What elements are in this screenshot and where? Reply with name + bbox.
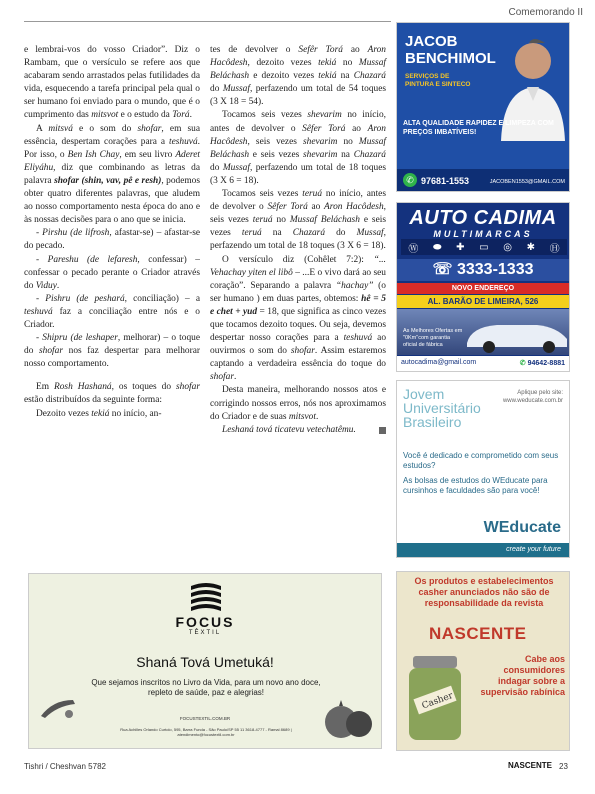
ad-cadima-phone-number: 3333-1333 — [456, 261, 534, 278]
chevrolet-logo-icon: ✚ — [456, 241, 465, 253]
ad-weducate-title-line1: Jovem — [403, 386, 445, 402]
ad-jacob-name-line1: JACOB — [405, 33, 458, 50]
ad-cadima-title: AUTO CADIMA — [409, 207, 557, 229]
ad-jacob-contact-bar — [397, 169, 569, 191]
svg-text:Casher: Casher — [420, 690, 455, 712]
ad-weducate — [396, 380, 570, 558]
paragraph: - Pareshu (de lefaresh, confessar) – confessar o pecado perante o Criador através do Viduy. — [24, 254, 200, 291]
focus-message: Que sejamos inscritos no Livro da Vida, para um novo ano doce, repleto de saúde, paz e alegrias! — [91, 678, 321, 697]
ad-cadima-address-label: NOVO ENDEREÇO — [397, 283, 569, 294]
paragraph: O versículo diz (Cohêlet 7:2): “... Vehachay yiten el libô – ...E o vivo dará ao seu coração”. Separando a palavra “hachay” (o ser humano ) em duas partes, obtemos: hê = 5 e chet + yud = 18, que significa as cinco vezes que tocamos dezoito toques. Ou seja, devemos despertar nosso corações para a teshuvá ao ouvirmos o som do shofar. Assim estaremos captando a verdadeira essência do toque do shofar. — [210, 254, 387, 383]
ad-weducate-title-line2: Universitário — [403, 400, 481, 416]
ad-jacob-slogan: ALTA QUALIDADE RAPIDEZ E LIMPEZA COM PREÇOS IMBATÍVEIS! — [403, 120, 554, 136]
ad-weducate-question: Você é dedicado e comprometido com seus estudos? — [403, 451, 559, 470]
paragraph: - Shipru (de leshaper, melhorar) – o toque do shofar nos faz despertar para melhorar nosso comportamento. — [24, 333, 201, 370]
whatsapp-icon: ✆ — [403, 173, 417, 187]
ad-weducate-tagline: create your future — [397, 543, 569, 557]
vw-logo-icon: Ⓦ — [408, 243, 419, 255]
fiat-logo-icon: ▭ — [479, 241, 489, 253]
ad-jacob-services-line1: SERVIÇOS DE — [405, 73, 450, 80]
mercedes-logo-icon: ✱ — [526, 241, 536, 253]
toyota-logo-icon: ◎ — [503, 241, 512, 253]
ad-auto-cadima — [396, 202, 570, 372]
ad-jacob-name-line2: BENCHIMOL — [405, 50, 496, 67]
ad-cadima-contact-bar — [397, 356, 569, 371]
paragraph: Tocamos seis vezes teruá no início, antes de devolver o Sêfer Torá ao Aron Hacôdesh, seis vezes teruá no Mussaf Beláchash e seis vezes teruá na Chazará do Mussaf, perfazendo um total de 18 toques (3 X 6 = 18). — [210, 189, 386, 252]
focus-greeting: Shaná Tová Umetuká! — [136, 654, 274, 670]
ad-cadima-email: autocadima@gmail.com — [401, 359, 477, 366]
pomegranate-icon — [321, 694, 375, 742]
honda-logo-icon: Ⓗ — [549, 243, 560, 255]
focus-logo-icon — [189, 580, 223, 612]
focus-website: FOCUSTEXTIL.COM.BR — [179, 716, 231, 721]
focus-contact: Rua Achilles Orlando Curtolo, 595, Barra Funda - São Paulo/SP 55 11 3618-4777 - Ramal 8689 | atendimento@focustextil.com.br — [120, 727, 292, 737]
ad-jacob-services-line2: PINTURA E SINTECO — [405, 81, 471, 88]
ad-jacob-name — [405, 33, 496, 67]
ad-weducate-title-line3: Brasileiro — [403, 414, 462, 430]
footer-brand: NASCENTE — [508, 761, 553, 770]
ad-cadima-whatsapp-number: 94642-8881 — [527, 360, 565, 367]
ad-cadima-address: AL. BARÃO DE LIMEIRA, 526 — [397, 295, 569, 308]
paragraph: Dezoito vezes tekiá no início, an- — [36, 408, 162, 419]
shofar-honey-icon — [39, 696, 79, 720]
ad-weducate-offer: As bolsas de estudos do WEducate para cursinhos e faculdades são para você! — [403, 476, 548, 495]
paragraph: A mitsvá e o som do shofar, em sua essência, despertam corações para a teshuvá. Por isso, o Ben Ish Chay, em seu livro Aderet Eliyáhu, diz que combinando as letras da palavra shofar (shin, vav, pê e resh), podemos obter quatro diferentes palavras, que aludem ao nosso comportamento nesta época do ano e às nossas decisões para o ano que se inicia. — [24, 123, 201, 226]
ad-jacob-phone: 97681-1553 — [421, 176, 470, 186]
ad-weducate-visit-label: Aplique pelo site: — [517, 390, 563, 396]
footer-issue: Tishri / Cheshvan 5782 — [24, 762, 106, 771]
ad-weducate-url: www.weducate.com.br — [502, 398, 563, 404]
header-rule — [24, 21, 391, 22]
ad-focus-textil — [28, 573, 382, 749]
weducate-logo — [484, 519, 561, 537]
ad-cadima-subtitle: MULTIMARCAS — [433, 229, 533, 239]
jar-icon — [403, 650, 467, 746]
ad-cadima-phone: ☏ 3333-1333 — [397, 259, 569, 281]
whatsapp-icon: ✆ — [519, 360, 526, 367]
car-brand-logos — [401, 239, 567, 255]
ad-weducate-title — [403, 387, 481, 429]
weducate-logo-a: WE — [483, 519, 510, 536]
ad-weducate-visit — [503, 389, 563, 405]
paragraph: Tocamos seis vezes shevarim no início, antes de devolver o Sêfer Torá ao Aron Hacôdesh, seis vezes shevarim no Mussaf Beláchash e seis vezes shevarim na Chazará do Mussaf, perfazendo um total de 18 toques (3 X 6 = 18). — [210, 110, 387, 186]
nascente-notice-top: Os produtos e estabelecimentos casher anunciados não são de responsabilidade da revista — [414, 576, 554, 608]
focus-subtitle: TÊXTIL — [188, 630, 222, 636]
paragraph: Leshaná tová ticatevu vetechatêmu. — [210, 424, 386, 437]
paragraph: - Pirshu (de lifrosh, afastar-se) – afastar-se do pecado. — [24, 228, 200, 252]
paragraph: e lembrai-vos do vosso Criador”. Diz o Rambam, que o versículo se refere aos que acabaram sendo arrastados pelas futilidades da vida, esquecendo a tarefa principal pela qual o ser humano foi enviado para o mundo, que é o cumprimento das mitsvot e o estudo da Torá. — [24, 45, 200, 121]
ad-nascente-notice — [396, 571, 570, 751]
paragraph: tes de devolver o Sefêr Torá ao Aron Hacôdesh, dezoito vezes tekiá no Mussaf Beláchash e dezoito vezes tekiá na Chazará do Mussaf, perfazendo um total de 54 toques (3 X 18 = 54). — [210, 45, 387, 108]
page-number: 23 — [559, 762, 568, 771]
paragraph: - Pishru (de peshará, conciliação) – a teshuvá faz a conciliação entre nós e o Criador. — [24, 293, 201, 330]
ad-cadima-whatsapp — [520, 359, 565, 367]
article-column-2 — [210, 44, 386, 437]
ad-jacob-benchimol — [396, 22, 570, 192]
ad-cadima-offer: As Melhores Ofertas em "0Km"com garantia oficial de fábrica — [403, 328, 463, 348]
nascente-notice-bottom: Cabe aos consumidores indagar sobre a supervisão rabínica — [480, 654, 565, 697]
weducate-logo-b: ducate — [509, 519, 561, 536]
ad-jacob-email: JACOBEN1553@GMAIL.COM — [489, 179, 565, 185]
paragraph: Desta maneira, melhorando nossos atos e corrigindo nossos erros, nós nos aproximamos do Criador e de suas mitsvot. — [210, 385, 386, 422]
section-header: Comemorando II — [508, 7, 583, 18]
end-of-article-mark — [379, 427, 386, 434]
nascente-logo: NASCENTE — [429, 624, 527, 643]
article-column-1 — [24, 44, 200, 421]
paragraph: Em Rosh Hashaná, os toques do shofar estão distribuídos da seguinte forma: — [24, 382, 200, 406]
ad-jacob-services — [405, 73, 471, 89]
ford-logo-icon: ⬬ — [432, 241, 442, 253]
focus-name: FOCUS — [175, 614, 235, 630]
